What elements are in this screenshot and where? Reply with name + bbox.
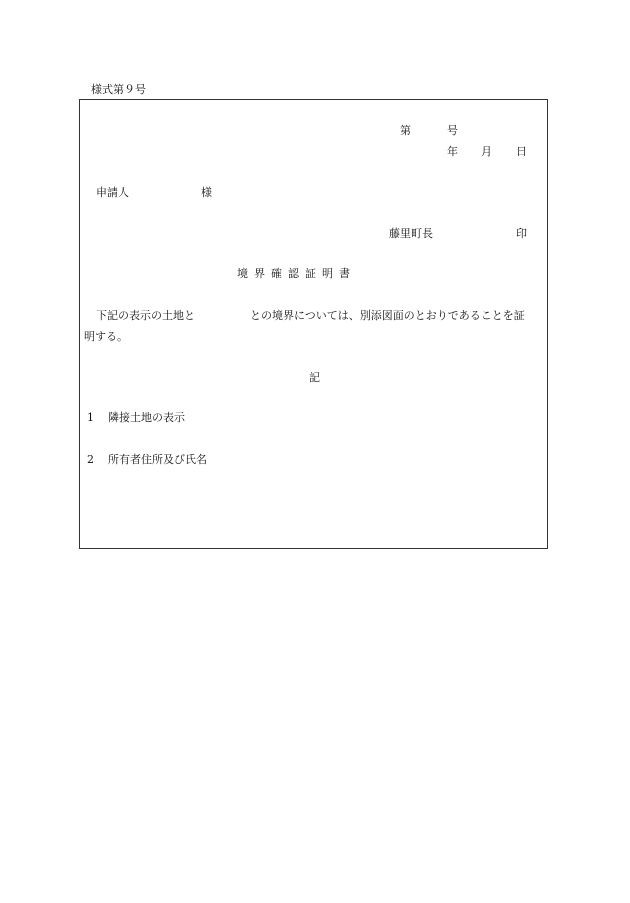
date-year: 年 (447, 145, 458, 158)
applicant-label: 申請人 (96, 186, 129, 199)
item-number: 1 (87, 411, 94, 424)
seal-mark: 印 (516, 227, 527, 240)
document-title: 境界確認証明書 (237, 267, 356, 280)
ki-heading: 記 (309, 371, 320, 384)
form-number-label: 様式第９号 (91, 83, 146, 96)
item-number: 2 (87, 453, 94, 466)
issuer-title: 藤里町長 (389, 227, 433, 240)
number-suffix: 号 (447, 124, 458, 137)
applicant-honorific: 様 (201, 186, 212, 199)
item-text-owner: 所有者住所及び氏名 (108, 453, 207, 466)
number-prefix: 第 (400, 124, 411, 137)
item-text-adjacent-land: 隣接土地の表示 (108, 411, 185, 424)
body-text-part1: 下記の表示の土地と (96, 309, 195, 322)
certificate-frame (79, 99, 548, 549)
date-month: 月 (481, 145, 492, 158)
date-day: 日 (516, 145, 527, 158)
body-text-line2: 明する。 (84, 330, 128, 343)
body-text-part2: との境界については、別添図面のとおりであることを証 (250, 309, 525, 322)
